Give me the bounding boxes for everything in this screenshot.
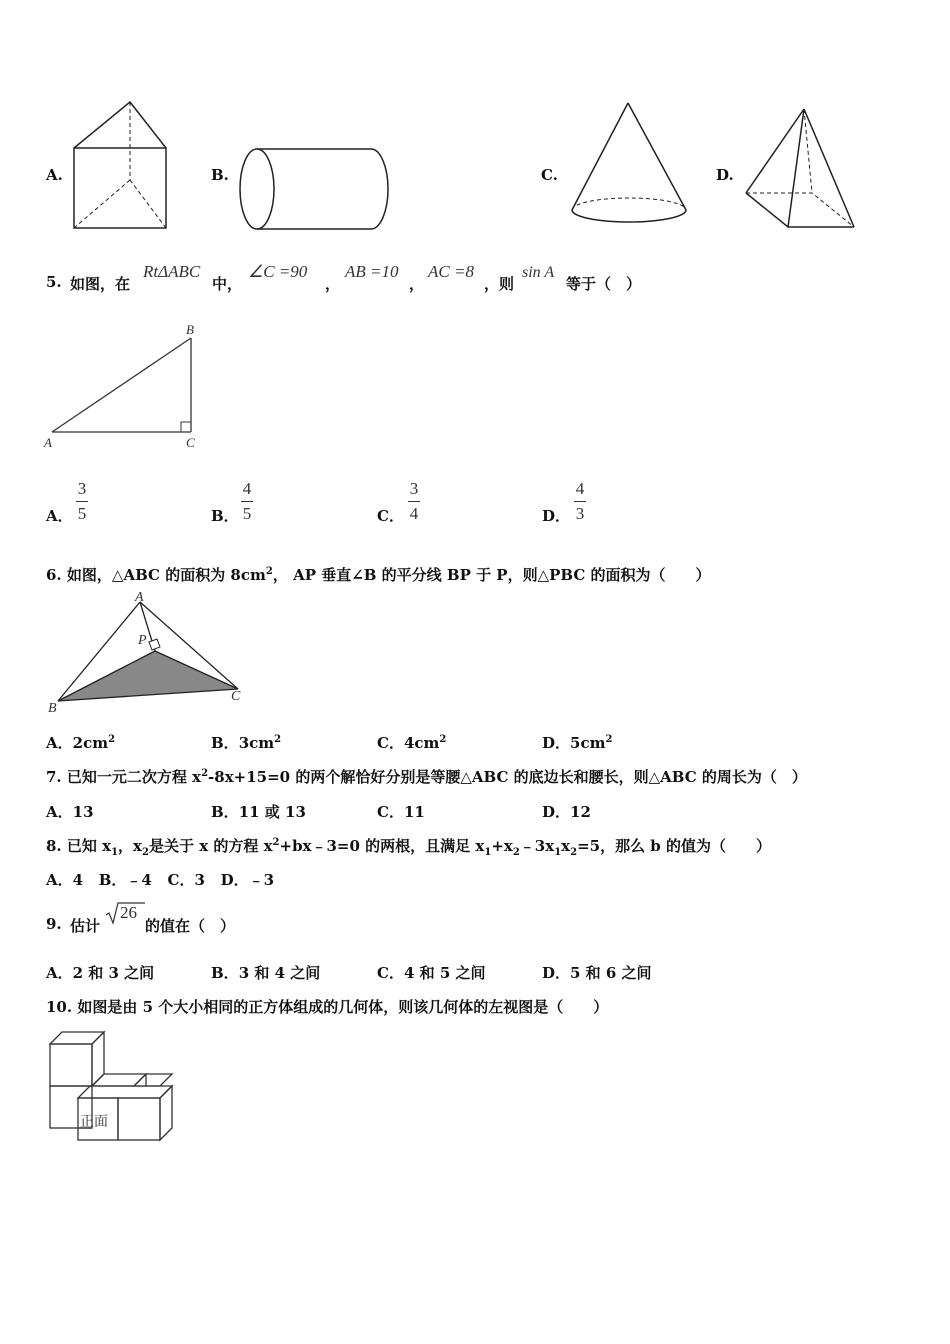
q5-math-ab: AB =10 xyxy=(345,262,399,281)
option-value: 13 xyxy=(72,803,94,821)
q4-option-b-label: B. xyxy=(211,166,229,184)
q7-number: 7. xyxy=(46,768,62,786)
option-value: 3 和 4 之间 xyxy=(238,964,321,982)
q9-text-2: 的值在（ ） xyxy=(145,917,236,935)
q5-math-angle-c: ∠C =90 xyxy=(248,262,308,281)
q8-text-5: +x xyxy=(491,837,513,855)
denominator: 4 xyxy=(409,504,419,523)
q10-number: 10. xyxy=(46,998,73,1016)
q5-comma-2: ， xyxy=(409,275,425,293)
option-value: 4 和 5 之间 xyxy=(403,964,486,982)
option-value: 4cm xyxy=(403,734,440,752)
q5-option-b-label: B． xyxy=(211,507,239,525)
denominator: 5 xyxy=(77,504,87,523)
q8-sub-5: 1 xyxy=(554,847,562,858)
option-label: B． xyxy=(211,734,239,752)
q9-option-c xyxy=(377,962,486,983)
q9-text-1: 估计 xyxy=(70,917,101,935)
q6-sup: 2 xyxy=(265,566,273,577)
q6-option-d xyxy=(542,732,612,753)
option-label: A． xyxy=(46,803,73,821)
q8-number: 8. xyxy=(46,837,62,855)
q9-option-d xyxy=(542,962,652,983)
q9-number: 9. xyxy=(46,915,62,933)
q7-text-1: 已知一元二次方程 x xyxy=(66,768,202,786)
q8-text-6: ﹣3x xyxy=(519,837,555,855)
option-value: 2 和 3 之间 xyxy=(72,964,155,982)
option-label: D． xyxy=(542,964,571,982)
option-value: 12 xyxy=(570,803,591,821)
q5-option-a-fraction xyxy=(76,479,88,524)
option-sup: 2 xyxy=(274,734,282,745)
q9-radicand: 26 xyxy=(120,903,137,922)
q5-vertex-c: C xyxy=(186,435,195,450)
q8-sub-1: 1 xyxy=(111,847,119,858)
numerator: 3 xyxy=(77,479,87,498)
q6-vertex-a: A xyxy=(135,590,144,605)
q8-sup: 2 xyxy=(272,837,280,848)
q7-option-a xyxy=(46,801,94,822)
option-value: 11 或 13 xyxy=(238,803,306,821)
q5-comma-1: ， xyxy=(325,275,341,293)
option-label: A． xyxy=(46,964,73,982)
option-label: C． xyxy=(377,964,404,982)
q10-cubes-figure xyxy=(48,1030,183,1145)
option-value: 2cm xyxy=(72,734,109,752)
q5-text-4: 等于（ ） xyxy=(566,275,642,293)
numerator: 4 xyxy=(575,479,585,498)
q10-question xyxy=(46,996,608,1017)
q8-text-1: 已知 x xyxy=(66,837,112,855)
q5-math-ac: AC =8 xyxy=(428,262,474,281)
q6-vertex-b: B xyxy=(48,701,57,716)
option-label: B． xyxy=(211,803,239,821)
q4-option-d-label: D. xyxy=(716,166,734,184)
q6-triangle-figure xyxy=(48,596,248,716)
q5-option-a-label: A． xyxy=(46,507,73,525)
q10-front-label: 正面 xyxy=(80,1114,108,1130)
q5-text-1: 如图，在 xyxy=(70,275,131,293)
q8-text-7: x xyxy=(561,837,571,855)
q5-vertex-b: B xyxy=(186,322,194,337)
q6-option-a xyxy=(46,732,115,753)
q5-math-rt-triangle: RtΔABC xyxy=(143,262,201,281)
q10-text: 如图是由 5 个大小相同的正方体组成的几何体，则该几何体的左视图是（ ） xyxy=(77,998,609,1016)
option-label: D． xyxy=(542,803,571,821)
q8-text-3: 是关于 x 的方程 x xyxy=(148,837,273,855)
option-label: C． xyxy=(377,734,404,752)
q4-option-a-label: A. xyxy=(46,166,63,184)
q7-option-d xyxy=(542,801,591,822)
option-value: 5 和 6 之间 xyxy=(570,964,652,982)
q5-text-2: 中， xyxy=(212,275,243,293)
q6-vertex-p: P xyxy=(138,633,147,648)
square-pyramid-figure xyxy=(742,105,862,235)
q5-number: 5. xyxy=(46,273,62,291)
q9-option-a xyxy=(46,962,154,983)
q7-question xyxy=(46,766,807,787)
option-sup: 2 xyxy=(108,734,116,745)
q7-text-2: -8x+15=0 的两个解恰好分别是等腰△ABC 的底边长和腰长，则△ABC 的周长为（ ） xyxy=(208,768,807,786)
q8-question xyxy=(46,835,771,858)
q4-option-c-label: C. xyxy=(541,166,558,184)
q8-sub-4: 2 xyxy=(512,847,520,858)
q6-number: 6. xyxy=(46,566,62,584)
q6-vertex-c: C xyxy=(231,689,241,704)
option-value: 5cm xyxy=(570,734,606,752)
q6-option-c xyxy=(377,732,446,753)
option-label: A． xyxy=(46,734,73,752)
q6-question xyxy=(46,564,711,585)
denominator: 5 xyxy=(242,504,252,523)
numerator: 4 xyxy=(242,479,252,498)
option-label: C． xyxy=(377,803,404,821)
q5-text-3: ，则 xyxy=(484,275,515,293)
option-value: 11 xyxy=(403,803,425,821)
q8-sub-2: 2 xyxy=(142,847,149,858)
q8-text-2: ，x xyxy=(118,837,142,855)
q7-sup: 2 xyxy=(201,768,209,779)
q6-text-2: ， AP 垂直∠B 的平分线 BP 于 P，则△PBC 的面积为（ ） xyxy=(272,566,711,584)
denominator: 3 xyxy=(575,504,585,523)
q6-option-b xyxy=(211,732,281,753)
q8-text-8: =5，那么 b 的值为（ ） xyxy=(577,837,772,855)
option-label: D． xyxy=(542,734,571,752)
option-sup: 2 xyxy=(605,734,613,745)
q5-option-c-fraction xyxy=(408,479,420,524)
q6-text: 如图，△ABC 的面积为 8cm xyxy=(66,566,266,584)
q5-vertex-a: A xyxy=(44,435,52,450)
option-value: 3cm xyxy=(238,734,275,752)
triangular-prism-figure xyxy=(70,98,175,233)
q5-math-sin-a: sin A xyxy=(522,264,555,281)
option-sup: 2 xyxy=(439,734,447,745)
q5-option-c-label: C． xyxy=(377,507,404,525)
q8-sub-3: 1 xyxy=(484,847,492,858)
q5-option-b-fraction xyxy=(241,479,253,524)
cone-figure xyxy=(568,100,693,230)
cylinder-figure xyxy=(236,145,391,235)
q9-option-b xyxy=(211,962,320,983)
q8-text-4: +bx﹣3=0 的两根，且满足 x xyxy=(279,837,485,855)
q7-option-c xyxy=(377,801,425,822)
q5-option-d-label: D． xyxy=(542,507,571,525)
numerator: 3 xyxy=(409,479,419,498)
q5-option-d-fraction xyxy=(574,479,586,524)
q8-sub-6: 2 xyxy=(570,847,578,858)
q8-options: A．4 B．﹣4 C．3 D．﹣3 xyxy=(46,871,275,889)
q7-option-b xyxy=(211,801,306,822)
option-label: B． xyxy=(211,964,239,982)
